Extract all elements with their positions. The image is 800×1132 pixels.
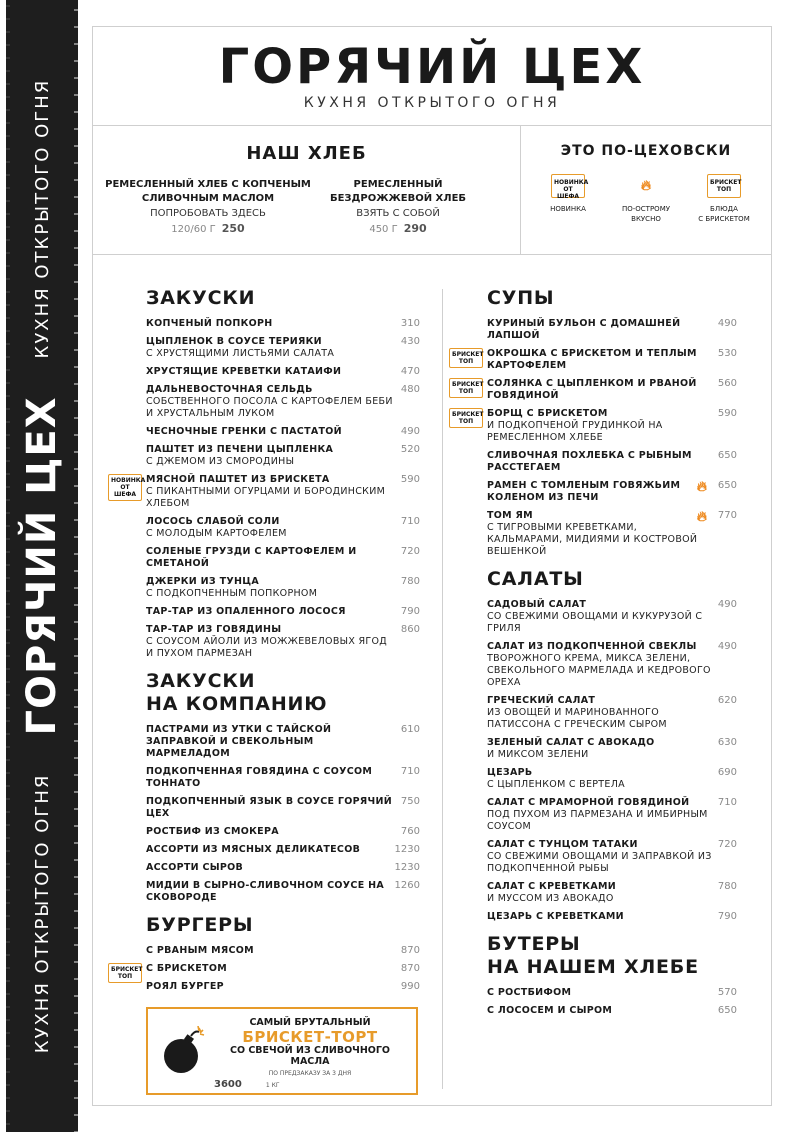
- menu-item-name: РОСТБИФ ИЗ СМОКЕРА: [146, 826, 279, 837]
- menu-item-name: ЦЕЗАРЬ С КРЕВЕТКАМИ: [487, 911, 624, 922]
- menu-item-price: 760: [400, 826, 420, 837]
- menu-item: [487, 737, 737, 761]
- menu-item: [146, 724, 420, 760]
- menu-item-price: 470: [400, 366, 420, 377]
- menu-item-name: САДОВЫЙ САЛАТ: [487, 599, 587, 610]
- menu-item-name: ПАШТЕТ ИЗ ПЕЧЕНИ ЦЫПЛЕНКА: [146, 444, 334, 455]
- menu-item-description: ИЗ ОВОЩЕЙ И МАРИНОВАННОГО ПАТИССОНА С ГРЕЧЕСКИМ СЫРОМ: [487, 707, 667, 730]
- menu-item-name: ЦЕЗАРЬ: [487, 767, 533, 778]
- menu-item-price: 1260: [394, 880, 420, 891]
- menu-item-price: 720: [717, 839, 737, 850]
- menu-item-price: 490: [717, 641, 737, 652]
- legend-item-spicy: [610, 173, 682, 224]
- menu-item: [487, 450, 737, 474]
- legend-label: С БРИСКЕТОМ: [698, 215, 750, 223]
- menu-item-name: ТАР-ТАР ИЗ ГОВЯДИНЫ: [146, 624, 282, 635]
- legend-label: НОВИНКА: [550, 205, 586, 213]
- legend-title: ЭТО ПО-ЦЕХОВСКИ: [560, 143, 732, 159]
- bread-item-price: 290: [403, 222, 427, 235]
- menu-item-price: 560: [717, 378, 737, 389]
- pepper-icon: 🔥︎: [696, 479, 707, 495]
- menu-item-name: АССОРТИ СЫРОВ: [146, 862, 244, 873]
- menu-item-name: РАМЕН С ТОМЛЕНЫМ ГОВЯЖЬИМ КОЛЕНОМ ИЗ ПЕЧИ: [487, 480, 681, 503]
- menu-item-price: 770: [717, 510, 737, 521]
- brisket-cake-promo: [146, 1007, 418, 1095]
- menu-item-description: И ПОДКОПЧЕНОЙ ГРУДИНКОЙ НА РЕМЕСЛЕННОМ ХЛЕБЕ: [487, 420, 663, 443]
- menu-item-price: 710: [400, 516, 420, 527]
- info-bar: [93, 126, 771, 255]
- menu-item: [146, 826, 420, 838]
- menu-item-description: С ПИКАНТНЫМИ ОГУРЦАМИ И БОРОДИНСКИМ ХЛЕБОМ: [146, 486, 386, 509]
- menu-item-name: ПОДКОПЧЕННЫЙ ЯЗЫК В СОУСЕ ГОРЯЧИЙ ЦЕХ: [146, 796, 393, 819]
- menu-item-price: 790: [400, 606, 420, 617]
- menu-item-price: 1230: [394, 844, 420, 855]
- section-title-snacks: ЗАКУСКИ: [146, 287, 256, 309]
- menu-item: [146, 796, 420, 820]
- new-badge-icon: НОВИНКА ОТ ШЕФА: [551, 174, 585, 198]
- page-title: ГОРЯЧИЙ ЦЕХ: [218, 39, 646, 95]
- menu-item-description: ТВОРОЖНОГО КРЕМА, МИКСА ЗЕЛЕНИ, СВЕКОЛЬНОГО МАРМЕЛАДА И КЕДРОВОГО ОРЕХА: [487, 653, 711, 688]
- section-title-burgers: БУРГЕРЫ: [146, 914, 254, 936]
- bread-item: [93, 178, 323, 237]
- menu-item: [146, 546, 420, 570]
- menu-item: [487, 695, 737, 731]
- menu-item-price: 490: [717, 599, 737, 610]
- menu-page: [92, 26, 772, 1106]
- menu-item-price: 620: [717, 695, 737, 706]
- menu-item: [146, 516, 420, 540]
- menu-item-price: 520: [400, 444, 420, 455]
- menu-item-name: СОЛЯНКА С ЦЫПЛЕНКОМ И РВАНОЙ ГОВЯДИНОЙ: [487, 378, 697, 401]
- bread-item-name-line1: РЕМЕСЛЕННЫЙ ХЛЕБ С КОПЧЕНЫМ: [105, 179, 311, 190]
- menu-item-description: С МОЛОДЫМ КАРТОФЕЛЕМ: [146, 528, 287, 539]
- menu-item-price: 650: [717, 1005, 737, 1016]
- promo-title: БРИСКЕТ-ТОРТ: [242, 1028, 378, 1046]
- sandwiches-list: [487, 987, 737, 1017]
- menu-item: [487, 911, 737, 923]
- menu-item-name: ТАР-ТАР ИЗ ОПАЛЕННОГО ЛОСОСЯ: [146, 606, 346, 617]
- legend-label: ВКУСНО: [631, 215, 661, 223]
- menu-item-price: 1230: [394, 862, 420, 873]
- band-subtitle-top: КУХНЯ ОТКРЫТОГО ОГНЯ: [31, 78, 53, 359]
- section-title-soups: СУПЫ: [487, 287, 555, 309]
- menu-item-name: КУРИНЫЙ БУЛЬОН С ДОМАШНЕЙ ЛАПШОЙ: [487, 318, 681, 341]
- menu-item-description: И МУССОМ ИЗ АВОКАДО: [487, 893, 614, 904]
- menu-item: [111, 474, 420, 510]
- menu-item-name: МЯСНОЙ ПАШТЕТ ИЗ БРИСКЕТА: [146, 474, 330, 485]
- menu-item: [146, 624, 420, 660]
- menu-item-description: СО СВЕЖИМИ ОВОЩАМИ И ЗАПРАВКОЙ ИЗ ПОДКОПЧЕННОЙ РЫБЫ: [487, 851, 712, 874]
- bread-item: [323, 178, 473, 237]
- legend-item-new: [532, 173, 604, 224]
- snacks-list: [111, 318, 420, 660]
- page-subtitle: КУХНЯ ОТКРЫТОГО ОГНЯ: [303, 95, 561, 111]
- brisket-badge-icon: БРИСКЕТ ТОП: [449, 348, 483, 368]
- bomb-icon: [156, 1017, 212, 1085]
- menu-item-price: 650: [717, 480, 737, 491]
- menu-item: [146, 426, 420, 438]
- group-snacks-list: [146, 724, 420, 904]
- menu-item-price: 710: [400, 766, 420, 777]
- menu-header: [93, 27, 771, 126]
- bread-item-name-line2: СЛИВОЧНЫМ МАСЛОМ: [141, 193, 275, 204]
- menu-item-name: САЛАТ ИЗ ПОДКОПЧЕННОЙ СВЕКЛЫ: [487, 641, 697, 652]
- band-title: ГОРЯЧИЙ ЦЕХ: [19, 396, 65, 736]
- pepper-icon: 🔥︎: [696, 509, 707, 525]
- menu-item-name: САЛАТ С ТУНЦОМ ТАТАКИ: [487, 839, 638, 850]
- side-band-text: [19, 79, 65, 1054]
- bread-title: НАШ ХЛЕБ: [246, 143, 367, 164]
- menu-item: [487, 599, 737, 635]
- side-band: [6, 0, 78, 1132]
- menu-item-name: ГРЕЧЕСКИЙ САЛАТ: [487, 695, 596, 706]
- menu-item-description: С ТИГРОВЫМИ КРЕВЕТКАМИ, КАЛЬМАРАМИ, МИДИЯМИ И КОСТРОВОЙ ВЕШЕНКОЙ: [487, 522, 698, 557]
- menu-item: [487, 1005, 737, 1017]
- brisket-badge-icon: БРИСКЕТ ТОП: [449, 378, 483, 398]
- menu-item: [452, 378, 737, 402]
- menu-body: [93, 255, 771, 1106]
- menu-item-price: 710: [717, 797, 737, 808]
- menu-item: [146, 366, 420, 378]
- menu-item: [146, 880, 420, 904]
- menu-item: [146, 444, 420, 468]
- menu-item-description: ПОД ПУХОМ ИЗ ПАРМЕЗАНА И ИМБИРНЫМ СОУСОМ: [487, 809, 708, 832]
- menu-item-name: ПОДКОПЧЕННАЯ ГОВЯДИНА С СОУСОМ ТОННАТО: [146, 766, 373, 789]
- menu-item: [146, 862, 420, 874]
- menu-item-description: С СОУСОМ АЙОЛИ ИЗ МОЖЖЕВЕЛОВЫХ ЯГОД И ПУХОМ ПАРМЕЗАН: [146, 636, 387, 659]
- promo-weight: 1 КГ: [265, 1082, 280, 1089]
- menu-item-name: МИДИИ В СЫРНО-СЛИВОЧНОМ СОУСЕ НА СКОВОРОДЕ: [146, 880, 385, 903]
- menu-item-price: 870: [400, 963, 420, 974]
- menu-item: [487, 881, 737, 905]
- menu-item-name: С РОСТБИФОМ: [487, 987, 572, 998]
- legend-item-brisket: [688, 173, 760, 224]
- menu-item-price: 430: [400, 336, 420, 347]
- bread-item-weight: 120/60 Г: [171, 224, 216, 235]
- menu-item-description: И МИКСОМ ЗЕЛЕНИ: [487, 749, 589, 760]
- menu-item-name: ЧЕСНОЧНЫЕ ГРЕНКИ С ПАСТАТОЙ: [146, 426, 342, 437]
- menu-item-name: САЛАТ С КРЕВЕТКАМИ: [487, 881, 616, 892]
- menu-item-price: 990: [400, 981, 420, 992]
- menu-item: [487, 767, 737, 791]
- section-title-sandwiches: БУТЕРЫ НА НАШЕМ ХЛЕБЕ: [487, 933, 699, 978]
- menu-item-name: РОЯЛ БУРГЕР: [146, 981, 224, 992]
- soups-list: [452, 318, 737, 558]
- menu-item-price: 310: [400, 318, 420, 329]
- menu-item-name: ЗЕЛЕНЫЙ САЛАТ С АВОКАДО: [487, 737, 655, 748]
- menu-item-name: ЛОСОСЬ СЛАБОЙ СОЛИ: [146, 516, 280, 527]
- menu-item: [452, 408, 737, 444]
- menu-item-name: БОРЩ С БРИСКЕТОМ: [487, 408, 608, 419]
- menu-item-price: 650: [717, 450, 737, 461]
- menu-item: [487, 987, 737, 999]
- menu-item: [487, 797, 737, 833]
- menu-item-name: ДАЛЬНЕВОСТОЧНАЯ СЕЛЬДЬ: [146, 384, 313, 395]
- menu-item-name: ОКРОШКА С БРИСКЕТОМ И ТЕПЛЫМ КАРТОФЕЛЕМ: [487, 348, 697, 371]
- menu-item-price: 690: [717, 767, 737, 778]
- menu-item: [487, 318, 737, 342]
- menu-item-name: СЛИВОЧНАЯ ПОХЛЕБКА С РЫБНЫМ РАССТЕГАЕМ: [487, 450, 692, 473]
- menu-item: [146, 336, 420, 360]
- menu-item-price: 630: [717, 737, 737, 748]
- section-title-salads: САЛАТЫ: [487, 568, 584, 590]
- right-column: [452, 287, 737, 1023]
- burgers-list: [111, 945, 420, 993]
- promo-line1: САМЫЙ БРУТАЛЬНЫЙ: [249, 1017, 371, 1028]
- menu-item: [146, 384, 420, 420]
- menu-item-name: САЛАТ С МРАМОРНОЙ ГОВЯДИНОЙ: [487, 797, 690, 808]
- menu-item-price: 860: [400, 624, 420, 635]
- promo-preorder-note: ПО ПРЕДЗАКАЗУ ЗА 3 ДНЯ: [268, 1070, 352, 1077]
- menu-item-price: 590: [400, 474, 420, 485]
- menu-item-name: ДЖЕРКИ ИЗ ТУНЦА: [146, 576, 259, 587]
- menu-item-name: СОЛЕНЫЕ ГРУЗДИ С КАРТОФЕЛЕМ И СМЕТАНОЙ: [146, 546, 357, 569]
- menu-item-name: ЦЫПЛЕНОК В СОУСЕ ТЕРИЯКИ: [146, 336, 322, 347]
- bread-item-price: 250: [221, 222, 245, 235]
- menu-item-price: 780: [717, 881, 737, 892]
- menu-item: [487, 839, 737, 875]
- menu-item: [487, 480, 737, 504]
- menu-item-name: С РВАНЫМ МЯСОМ: [146, 945, 254, 956]
- menu-item: [146, 844, 420, 856]
- legend-label: ПО-ОСТРОМУ: [621, 205, 670, 213]
- bread-item-note: ПОПРОБОВАТЬ ЗДЕСЬ: [150, 208, 266, 219]
- brisket-badge-icon: БРИСКЕТ ТОП: [449, 408, 483, 428]
- menu-item-price: 570: [717, 987, 737, 998]
- menu-item: [111, 963, 420, 980]
- band-subtitle-bottom: КУХНЯ ОТКРЫТОГО ОГНЯ: [31, 773, 53, 1054]
- menu-item-price: 480: [400, 384, 420, 395]
- menu-item-price: 490: [717, 318, 737, 329]
- section-title-group: ЗАКУСКИ НА КОМПАНИЮ: [146, 670, 328, 715]
- menu-item-price: 750: [400, 796, 420, 807]
- bread-section: [93, 126, 521, 254]
- legend-section: [521, 126, 771, 254]
- menu-item-description: С ХРУСТЯЩИМИ ЛИСТЬЯМИ САЛАТА: [146, 348, 335, 359]
- brisket-badge-icon: БРИСКЕТ ТОП: [108, 963, 142, 983]
- menu-item: [146, 945, 420, 957]
- menu-item: [146, 576, 420, 600]
- menu-item-price: 610: [400, 724, 420, 735]
- menu-item-price: 790: [717, 911, 737, 922]
- bread-item-weight: 450 Г: [369, 224, 398, 235]
- menu-item-price: 590: [717, 408, 737, 419]
- brisket-badge-icon: БРИСКЕТ ТОП: [707, 174, 741, 198]
- salads-list: [487, 599, 737, 923]
- menu-item: [146, 766, 420, 790]
- menu-item: [146, 318, 420, 330]
- menu-item-description: СО СВЕЖИМИ ОВОЩАМИ И КУКУРУЗОЙ С ГРИЛЯ: [487, 611, 703, 634]
- menu-item-name: С БРИСКЕТОМ: [146, 963, 227, 974]
- menu-item-price: 490: [400, 426, 420, 437]
- menu-item-description: С ЦЫПЛЕНКОМ С ВЕРТЕЛА: [487, 779, 625, 790]
- promo-line3: СО СВЕЧОЙ ИЗ СЛИВОЧНОГО МАСЛА: [229, 1045, 391, 1067]
- legend-label: БЛЮДА: [710, 205, 738, 213]
- menu-item: [146, 981, 420, 993]
- menu-item-description: СОБСТВЕННОГО ПОСОЛА С КАРТОФЕЛЕМ БЕБИ И ХРУСТАЛЬНЫМ ЛУКОМ: [146, 396, 393, 419]
- menu-item: [452, 348, 737, 372]
- menu-item: [146, 606, 420, 618]
- menu-item-name: ТОМ ЯМ: [487, 510, 533, 521]
- menu-item-name: АССОРТИ ИЗ МЯСНЫХ ДЕЛИКАТЕСОВ: [146, 844, 361, 855]
- menu-item: [487, 510, 737, 558]
- menu-item-name: С ЛОСОСЕМ И СЫРОМ: [487, 1005, 613, 1016]
- menu-item-description: С ДЖЕМОМ ИЗ СМОРОДИНЫ: [146, 456, 295, 467]
- menu-item-name: ПАСТРАМИ ИЗ УТКИ С ТАЙСКОЙ ЗАПРАВКОЙ И СВЕКОЛЬНЫМ МАРМЕЛАДОМ: [146, 724, 332, 759]
- menu-item-price: 780: [400, 576, 420, 587]
- menu-item-description: С ПОДКОПЧЕННЫМ ПОПКОРНОМ: [146, 588, 318, 599]
- pepper-icon: 🔥︎: [640, 178, 652, 194]
- promo-price: 3600: [214, 1079, 242, 1090]
- menu-item-price: 870: [400, 945, 420, 956]
- new-badge-icon: НОВИНКА ОТ ШЕФА: [108, 474, 142, 501]
- bread-item-note: ВЗЯТЬ С СОБОЙ: [356, 208, 440, 219]
- bread-item-name-line1: РЕМЕСЛЕННЫЙ: [353, 179, 443, 190]
- menu-item: [487, 641, 737, 689]
- menu-item-name: КОПЧЕНЫЙ ПОПКОРН: [146, 318, 273, 329]
- column-divider: [442, 289, 443, 1089]
- menu-item-price: 530: [717, 348, 737, 359]
- left-column: [111, 287, 420, 999]
- menu-item-price: 720: [400, 546, 420, 557]
- bread-item-name-line2: БЕЗДРОЖЖЕВОЙ ХЛЕБ: [329, 193, 467, 204]
- menu-item-name: ХРУСТЯЩИЕ КРЕВЕТКИ КАТАИФИ: [146, 366, 342, 377]
